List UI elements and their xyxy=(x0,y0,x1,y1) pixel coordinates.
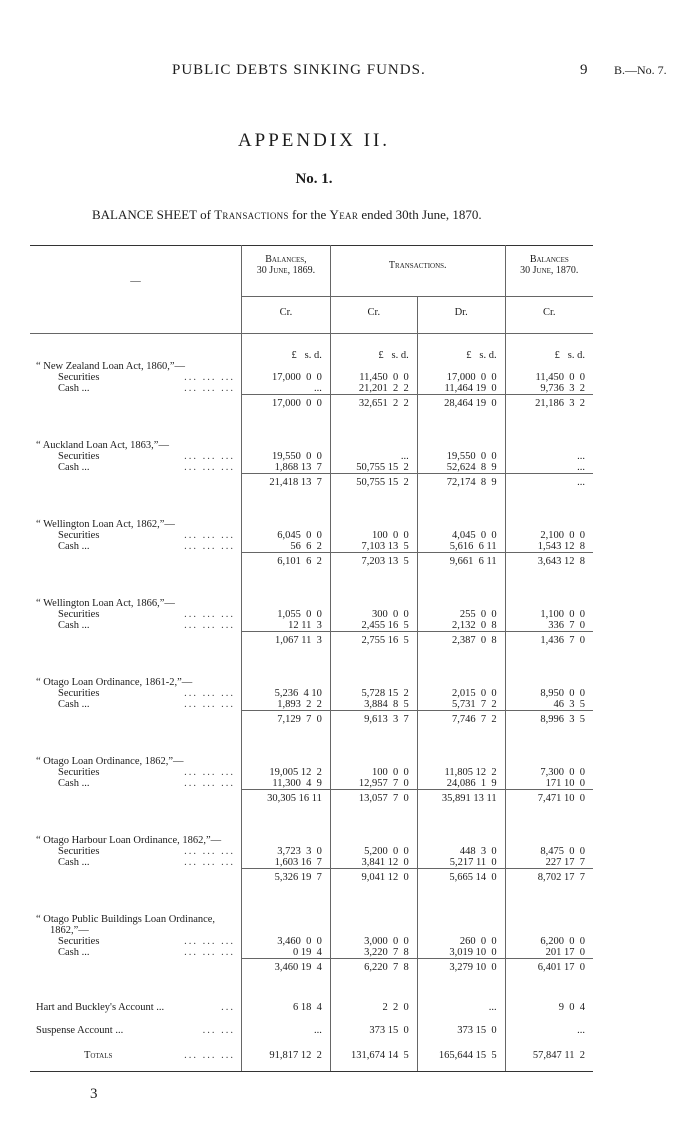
amount-b1869: 19,005 12 2 xyxy=(242,767,331,778)
amount-b1869: ... xyxy=(242,383,331,395)
subtotal-cr: 50,755 15 2 xyxy=(330,474,417,494)
amount-b1870: 171 10 0 xyxy=(545,778,585,789)
grand-total-b1869: 91,817 12 2 xyxy=(242,1050,331,1061)
subtotal-dr: 7,746 7 2 xyxy=(417,711,505,731)
amount-b1870: 9 0 4 xyxy=(558,1002,585,1013)
subtotal-cr: 9,041 12 0 xyxy=(330,869,417,889)
amount-b1870: 1,100 0 0 xyxy=(540,609,585,620)
account-line-label: ... ... ... Cash ... xyxy=(30,462,242,474)
subtotal-cr: 7,203 13 5 xyxy=(330,553,417,573)
subtotal-cr: 2,755 16 5 xyxy=(330,632,417,652)
account-line-label: ... ... ... Cash ... xyxy=(30,778,242,790)
account-line-label: ... Hart and Buckley's Account ... xyxy=(30,1002,242,1013)
amount-b1869: 1,603 16 7 xyxy=(242,857,331,869)
amount-b1870: 8,475 0 0 xyxy=(540,846,585,857)
amount-cr: 21,201 2 2 xyxy=(330,383,417,395)
account-line-label: ... ... Suspense Account ... xyxy=(30,1025,242,1036)
amount-dr: ... xyxy=(417,1002,505,1013)
subtotal-cr: 32,651 2 2 xyxy=(330,395,417,415)
amount-b1869: 1,893 2 2 xyxy=(242,699,331,711)
account-title: “ Auckland Loan Act, 1863,”— xyxy=(30,440,242,451)
amount-dr: 2,015 0 0 xyxy=(417,688,505,699)
currency-unit-header: £ s. d. xyxy=(242,350,331,361)
currency-unit-header: £ s. d. xyxy=(554,350,585,361)
subtotal-dr: 28,464 19 0 xyxy=(417,395,505,415)
amount-dr: 5,217 11 0 xyxy=(417,857,505,869)
amount-b1870: 6,200 0 0 xyxy=(540,936,585,947)
amount-cr: 5,200 0 0 xyxy=(330,846,417,857)
amount-b1870: 227 17 7 xyxy=(545,857,585,868)
amount-b1870: ... xyxy=(577,1025,585,1036)
grand-total-cr: 131,674 14 5 xyxy=(330,1050,417,1061)
amount-cr: 12,957 7 0 xyxy=(330,778,417,790)
account-line-label: ... ... ... Cash ... xyxy=(30,620,242,632)
account-line-label: ... ... ... Securities xyxy=(30,688,242,699)
subtotal-dr: 72,174 8 9 xyxy=(417,474,505,494)
subtotal-b1869: 3,460 19 4 xyxy=(242,959,331,979)
amount-b1869: 3,723 3 0 xyxy=(242,846,331,857)
amount-b1869: 19,550 0 0 xyxy=(242,451,331,462)
amount-dr: 5,616 6 11 xyxy=(417,541,505,553)
amount-dr: 255 0 0 xyxy=(417,609,505,620)
amount-dr: 5,731 7 2 xyxy=(417,699,505,711)
balance-sheet-table xyxy=(30,245,593,1072)
subtotal-b1869: 21,418 13 7 xyxy=(242,474,331,494)
subtotal-b1870: 6,401 17 0 xyxy=(505,959,593,979)
amount-cr: 50,755 15 2 xyxy=(330,462,417,474)
amount-dr: 260 0 0 xyxy=(417,936,505,947)
account-line-label: ... ... ... Securities xyxy=(30,451,242,462)
amount-b1870: 9,736 3 2 xyxy=(540,383,585,394)
subtotal-b1870: ... xyxy=(505,474,593,494)
subtotal-b1870: 1,436 7 0 xyxy=(505,632,593,652)
grand-total-dr: 165,644 15 5 xyxy=(417,1050,505,1061)
account-line-label: ... ... ... Cash ... xyxy=(30,857,242,869)
amount-b1869: 17,000 0 0 xyxy=(242,372,331,383)
amount-dr: 24,086 1 9 xyxy=(417,778,505,790)
account-line-label: ... ... ... Securities xyxy=(30,767,242,778)
subtotal-b1870: 3,643 12 8 xyxy=(505,553,593,573)
totals-label: ... ... ... Totals xyxy=(30,1050,242,1061)
account-title: “ Otago Harbour Loan Ordinance, 1862,”— xyxy=(30,835,242,846)
subtotal-b1869: 7,129 7 0 xyxy=(242,711,331,731)
amount-b1869: 6 18 4 xyxy=(242,1002,331,1013)
subtotal-b1869: 17,000 0 0 xyxy=(242,395,331,415)
subtotal-b1870: 8,702 17 7 xyxy=(505,869,593,889)
amount-b1869: 5,236 4 10 xyxy=(242,688,331,699)
amount-b1869: 0 19 4 xyxy=(242,947,331,959)
amount-b1869: 1,055 0 0 xyxy=(242,609,331,620)
amount-dr: 373 15 0 xyxy=(417,1025,505,1036)
amount-cr: 3,000 0 0 xyxy=(330,936,417,947)
account-title-continued: 1862,”— xyxy=(30,925,242,936)
dr-transactions-subheader: Dr. xyxy=(417,297,505,334)
amount-dr: 52,624 8 9 xyxy=(417,462,505,474)
subtotal-b1870: 7,471 10 0 xyxy=(505,790,593,810)
amount-dr: 3,019 10 0 xyxy=(417,947,505,959)
account-title: “ Wellington Loan Act, 1866,”— xyxy=(30,598,242,609)
account-line-label: ... ... ... Cash ... xyxy=(30,383,242,395)
amount-b1870: 8,950 0 0 xyxy=(540,688,585,699)
cr-1870-subheader: Cr. xyxy=(505,297,593,334)
amount-b1869: 56 6 2 xyxy=(242,541,331,553)
amount-dr: 4,045 0 0 xyxy=(417,530,505,541)
account-title: “ New Zealand Loan Act, 1860,”— xyxy=(30,361,242,372)
amount-b1869: 1,868 13 7 xyxy=(242,462,331,474)
grand-total-b1870: 57,847 11 2 xyxy=(532,1050,585,1061)
account-title: “ Otago Loan Ordinance, 1862,”— xyxy=(30,756,242,767)
subtotal-cr: 9,613 3 7 xyxy=(330,711,417,731)
subtotal-dr: 2,387 0 8 xyxy=(417,632,505,652)
amount-cr: 2 2 0 xyxy=(330,1002,417,1013)
account-line-label: ... ... ... Cash ... xyxy=(30,947,242,959)
amount-b1870: 1,543 12 8 xyxy=(537,541,585,552)
amount-b1870: 7,300 0 0 xyxy=(540,767,585,778)
amount-dr: 11,805 12 2 xyxy=(417,767,505,778)
amount-dr: 19,550 0 0 xyxy=(417,451,505,462)
balances-1870-header: Balances 30 June, 1870. xyxy=(505,246,593,297)
amount-b1870: 2,100 0 0 xyxy=(540,530,585,541)
appendix-title: APPENDIX II. xyxy=(237,130,391,151)
subtotal-dr: 3,279 10 0 xyxy=(417,959,505,979)
amount-dr: 448 3 0 xyxy=(417,846,505,857)
subtotal-cr: 13,057 7 0 xyxy=(330,790,417,810)
account-line-label: ... ... ... Cash ... xyxy=(30,541,242,553)
table-caption: BALANCE SHEET of Transactions for the Year ended 30th June, 1870. xyxy=(92,207,482,222)
amount-b1870: 11,450 0 0 xyxy=(535,372,585,383)
amount-cr: 300 0 0 xyxy=(330,609,417,620)
amount-cr: 373 15 0 xyxy=(330,1025,417,1036)
amount-b1870: 46 3 5 xyxy=(553,699,585,710)
subtotal-dr: 9,661 6 11 xyxy=(417,553,505,573)
subtotal-dr: 35,891 13 11 xyxy=(417,790,505,810)
account-line-label: ... ... ... Cash ... xyxy=(30,699,242,711)
currency-unit-header: £ s. d. xyxy=(330,350,417,361)
subtotal-b1870: 8,996 3 5 xyxy=(505,711,593,731)
amount-cr: 3,841 12 0 xyxy=(330,857,417,869)
amount-cr: 5,728 15 2 xyxy=(330,688,417,699)
folio-number: 3 xyxy=(90,1086,98,1102)
cr-1869-subheader: Cr. xyxy=(242,297,331,334)
account-line-label: ... ... ... Securities xyxy=(30,846,242,857)
currency-unit-header: £ s. d. xyxy=(417,350,505,361)
account-line-label: ... ... ... Securities xyxy=(30,372,242,383)
amount-dr: 17,000 0 0 xyxy=(417,372,505,383)
amount-cr: 100 0 0 xyxy=(330,530,417,541)
amount-b1869: 11,300 4 9 xyxy=(242,778,331,790)
amount-b1869: 3,460 0 0 xyxy=(242,936,331,947)
balances-1869-header: Balances, 30 June, 1869. xyxy=(242,246,331,297)
amount-cr: 11,450 0 0 xyxy=(330,372,417,383)
cr-transactions-subheader: Cr. xyxy=(330,297,417,334)
amount-cr: 100 0 0 xyxy=(330,767,417,778)
subtotal-b1870: 21,186 3 2 xyxy=(505,395,593,415)
running-title: PUBLIC DEBTS SINKING FUNDS. xyxy=(172,62,426,78)
transactions-header: Transactions. xyxy=(330,246,505,297)
amount-cr: 3,220 7 8 xyxy=(330,947,417,959)
amount-b1870: ... xyxy=(577,462,585,473)
account-line-label: ... ... ... Securities xyxy=(30,530,242,541)
section-number: No. 1. xyxy=(295,171,333,187)
amount-cr: 3,884 8 5 xyxy=(330,699,417,711)
amount-cr: 7,103 13 5 xyxy=(330,541,417,553)
subtotal-b1869: 6,101 6 2 xyxy=(242,553,331,573)
amount-b1869: 6,045 0 0 xyxy=(242,530,331,541)
account-line-label: ... ... ... Securities xyxy=(30,609,242,620)
amount-cr: 2,455 16 5 xyxy=(330,620,417,632)
subtotal-b1869: 30,305 16 11 xyxy=(242,790,331,810)
account-line-label: ... ... ... Securities xyxy=(30,936,242,947)
label-column-header: — xyxy=(30,246,242,334)
document-reference: B.—No. 7. xyxy=(614,63,667,77)
amount-b1869: ... xyxy=(242,1025,331,1036)
amount-b1870: 201 17 0 xyxy=(545,947,585,958)
amount-b1870: 336 7 0 xyxy=(548,620,585,631)
subtotal-b1869: 1,067 11 3 xyxy=(242,632,331,652)
account-title: “ Otago Loan Ordinance, 1861-2,”— xyxy=(30,677,242,688)
account-title: “ Wellington Loan Act, 1862,”— xyxy=(30,519,242,530)
amount-b1869: 12 11 3 xyxy=(242,620,331,632)
amount-b1870: ... xyxy=(577,451,585,462)
page-number: 9 xyxy=(580,62,589,78)
amount-cr: ... xyxy=(330,451,417,462)
subtotal-cr: 6,220 7 8 xyxy=(330,959,417,979)
subtotal-dr: 5,665 14 0 xyxy=(417,869,505,889)
subtotal-b1869: 5,326 19 7 xyxy=(242,869,331,889)
account-title: “ Otago Public Buildings Loan Ordinance, xyxy=(30,914,242,925)
amount-dr: 11,464 19 0 xyxy=(417,383,505,395)
amount-dr: 2,132 0 8 xyxy=(417,620,505,632)
